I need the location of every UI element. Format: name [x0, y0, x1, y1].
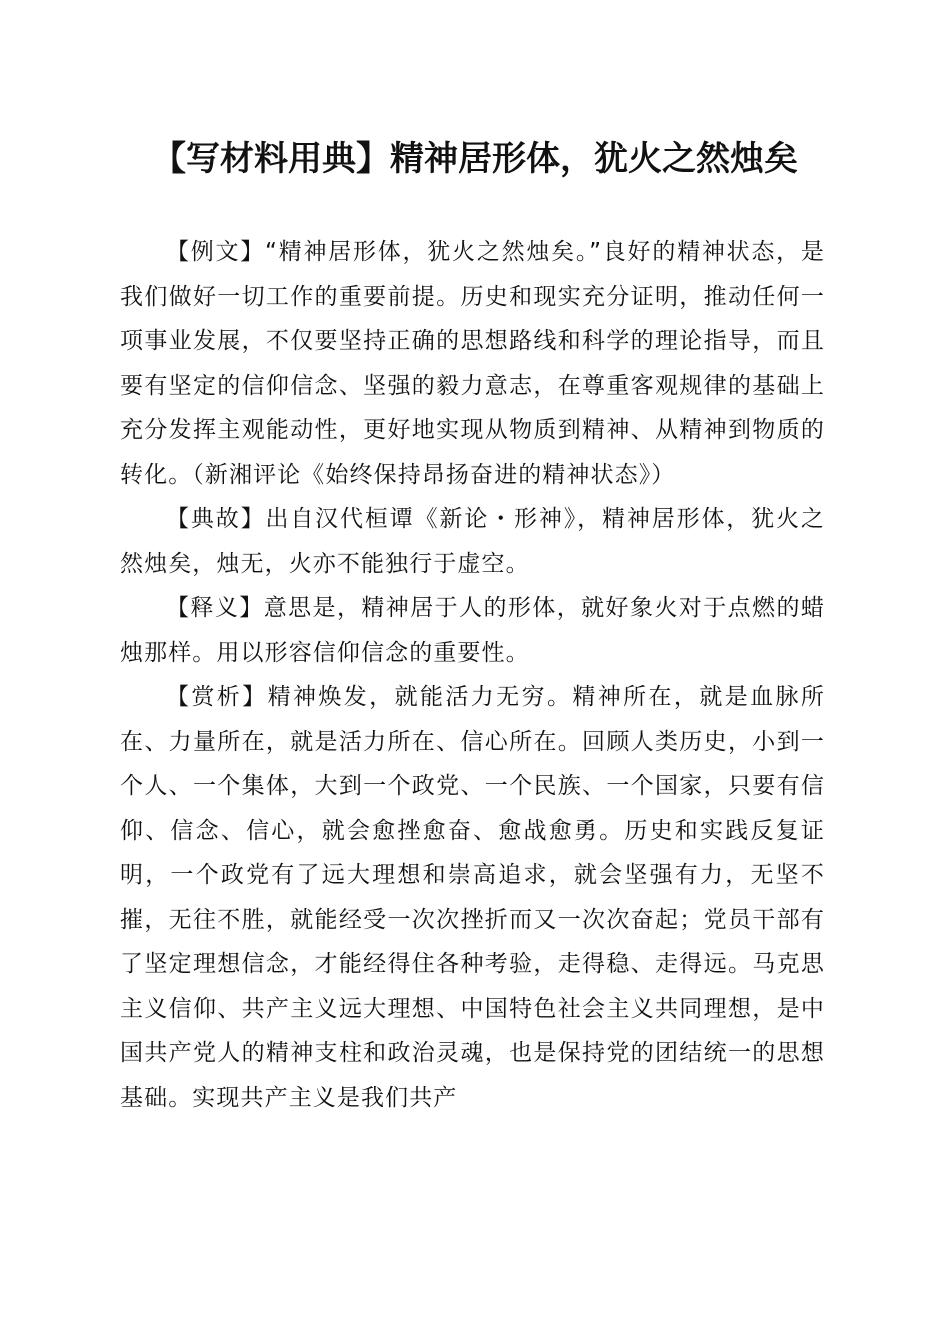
paragraph-analysis: [120, 675, 825, 1120]
paragraph-example: [120, 230, 825, 497]
paragraph-tag: 【典故】: [166, 506, 266, 532]
paragraph-text: 精神焕发，就能活力无穷。精神所在，就是血脉所在、力量所在，就是活力所在、信心所在。回顾人类历史，小到一个人、一个集体，大到一个政党、一个民族、一个国家，只要有信仰、信念、信心，就会愈挫愈奋、愈战愈勇。历史和实践反复证明，一个政党有了远大理想和崇高追求，就会坚强有力，无坚不摧，无往不胜，就能经受一次次挫折而又一次次奋起；党员干部有了坚定理想信念，才能经得住各种考验，走得稳、走得远。马克思主义信仰、共产主义远大理想、中国特色社会主义共同理想，是中国共产党人的精神支柱和政治灵魂，也是保持党的团结统一的思想基础。实现共产主义是我们共产: [120, 684, 826, 1111]
paragraph-tag: 【释义】: [166, 595, 264, 621]
paragraph-text: 出自汉代桓谭《新论・形神》，精神居形体，犹火之然烛矣，烛无，火亦不能独行于虚空。: [120, 506, 825, 577]
paragraph-text: 意思是，精神居于人的形体，就好象火对于点燃的蜡烛那样。用以形容信仰信念的重要性。: [120, 595, 825, 666]
paragraph-allusion: [120, 497, 825, 586]
paragraph-tag: 【赏析】: [166, 684, 268, 710]
paragraph-meaning: [120, 586, 825, 675]
document-body: [120, 230, 825, 1120]
paragraph-tag: 【例文】: [166, 239, 266, 265]
document-title: 【写材料用典】精神居形体，犹火之然烛矣: [152, 139, 798, 179]
paragraph-text: “精神居形体，犹火之然烛矣。”良好的精神状态，是我们做好一切工作的重要前提。历史和现实充分证明，推动任何一项事业发展，不仅要坚持正确的思想路线和科学的理论指导，而且要有坚定的信仰信念、坚强的毅力意志，在尊重客观规律的基础上充分发挥主观能动性，更好地实现从物质到精神、从精神到物质的转化。（新湘评论《始终保持昂扬奋进的精神状态》）: [120, 239, 825, 488]
